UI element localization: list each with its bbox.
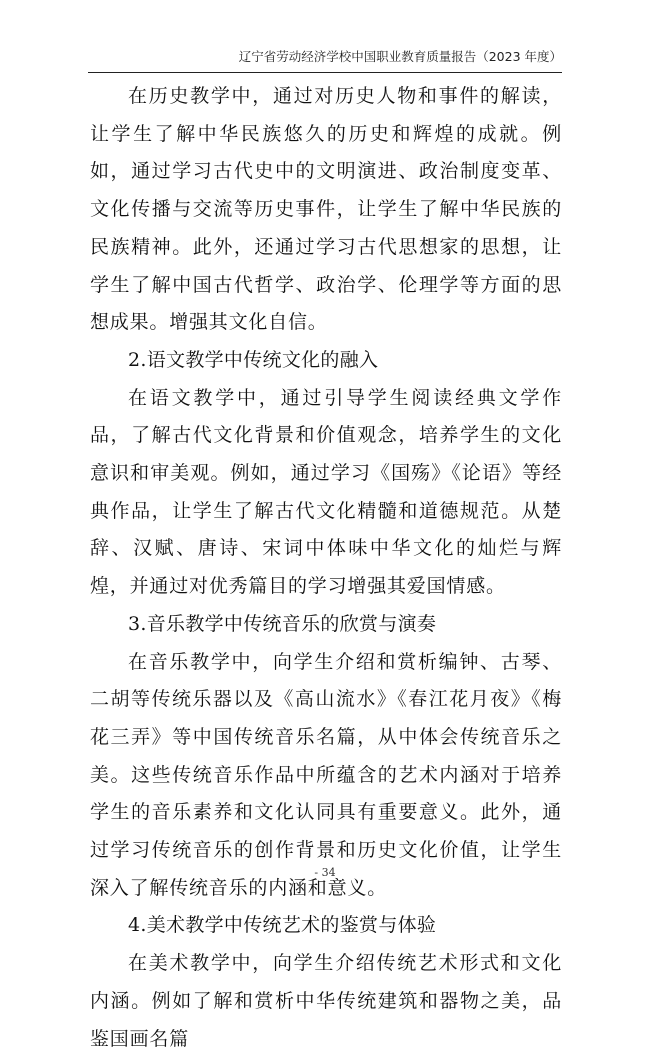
section-heading-chinese: 2.语文教学中传统文化的融入 xyxy=(128,348,379,371)
page-header xyxy=(88,46,562,73)
section-heading-music: 3.音乐教学中传统音乐的欣赏与演奏 xyxy=(128,612,437,635)
page-number: - 34 xyxy=(314,866,336,879)
main-content xyxy=(90,78,562,1058)
paragraph-history-teaching: 在历史教学中，通过对历史人物和事件的解读，让学生了解中华民族悠久的历史和辉煌的成就。例如，通过学习古代史中的文明演进、政治制度变革、文化传播与交流等历史事件，让学生了解中华民族的民族精神。此外，还通过学习古代思想家的思想，让学生了解中国古代哲学、政治学、伦理学等方面的思想成果。增强其文化自信。 xyxy=(90,85,562,334)
paragraph-music-teaching: 在音乐教学中，向学生介绍和赏析编钟、古琴、二胡等传统乐器以及《高山流水》《春江花月夜》《梅花三弄》等中国传统音乐名篇，从中体会传统音乐之美。这些传统音乐作品中所蕴含的艺术内涵对于培养学生的音乐素养和文化认同具有重要意义。此外，通过学习传统音乐的创作背景和历史文化价值，让学生深入了解传统音乐的内涵和意义。 xyxy=(90,650,562,899)
paragraph-art-teaching: 在美术教学中，向学生介绍传统艺术形式和文化内涵。例如了解和赏析中华传统建筑和器物之美，品鉴国画名篇 xyxy=(90,952,562,1050)
header-title: 辽宁省劳动经济学校中国职业教育质量报告（2023 年度） xyxy=(238,49,562,64)
paragraph-chinese-teaching: 在语文教学中，通过引导学生阅读经典文学作品，了解古代文化背景和价值观念，培养学生的文化意识和审美观。例如，通过学习《国殇》《论语》等经典作品，让学生了解古代文化精髓和道德规范。从楚辞、汉赋、唐诗、宋词中体味中华文化的灿烂与辉煌，并通过对优秀篇目的学习增强其爱国情感。 xyxy=(90,386,562,598)
section-heading-art: 4.美术教学中传统艺术的鉴赏与体验 xyxy=(128,914,437,937)
